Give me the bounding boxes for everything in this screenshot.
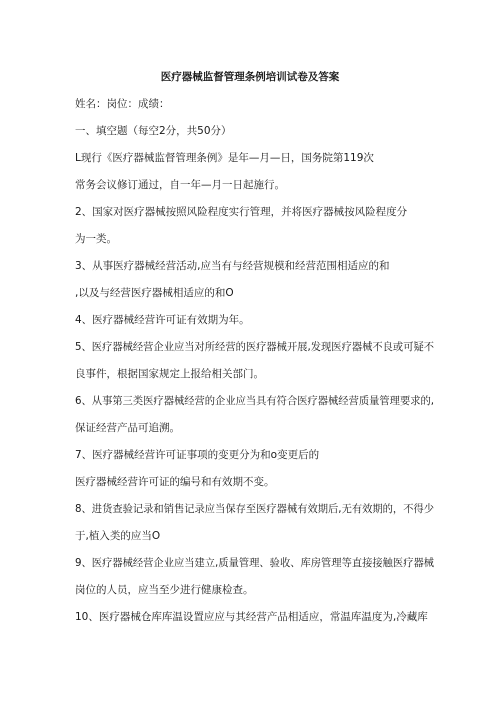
question-4-line-1: 4、医疗器械经营许可证有效期为年。 <box>75 314 250 326</box>
section-heading: 一、填空题（每空2分，共50分） <box>75 125 232 137</box>
question-2-line-2: 为一类。 <box>75 233 117 245</box>
question-5-line-1: 5、医疗器械经营企业应当对所经营的医疗器械开展,发现医疗器械不良或可疑不 <box>75 341 435 353</box>
question-2-line-1: 2、国家对医疗器械按照风险程度实行管理，并将医疗器械按风险程度分 <box>75 206 408 218</box>
question-9-line-2: 岗位的人员，应当至少进行健康检查。 <box>75 584 254 596</box>
question-7-line-1: 7、医疗器械经营许可证事项的变更分为和o变更后的 <box>75 449 320 461</box>
question-1-line-2: 常务会议修订通过，自一年—月一日起施行。 <box>75 179 285 191</box>
question-8-line-2: 于,植入类的应当O <box>75 530 161 542</box>
question-3-line-2: ,以及与经营医疗器械相适应的和O <box>75 287 234 299</box>
question-3-line-1: 3、从事医疗器械经营活动,应当有与经营规模和经营范围相适应的和 <box>75 260 390 272</box>
question-8-line-1: 8、进货查验记录和销售记录应当保存至医疗器械有效期后,无有效期的，不得少 <box>75 503 435 515</box>
question-1-line-1: L现行《医疗器械监督管理条例》是年—月—日，国务院第119次 <box>75 152 374 164</box>
question-5-line-2: 良事件，根据国家规定上报给相关部门。 <box>75 368 264 380</box>
question-9-line-1: 9、医疗器械经营企业应当建立,质量管理、验收、库房管理等直接接触医疗器械 <box>75 557 435 569</box>
question-6-line-1: 6、从事第三类医疗器械经营的企业应当具有符合医疗器械经营质量管理要求的, <box>75 395 435 407</box>
info-line: 姓名：岗位：成绩： <box>75 98 170 110</box>
question-7-line-2: 医疗器械经营许可证的编号和有效期不变。 <box>75 476 275 488</box>
question-6-line-2: 保证经营产品可追溯。 <box>75 422 180 434</box>
question-10-line-1: 10、医疗器械仓库库温设置应应与其经营产品相适应，常温库温度为,冷藏库 <box>75 611 428 623</box>
document-title: 医疗器械监督管理条例培训试卷及答案 <box>160 71 340 83</box>
